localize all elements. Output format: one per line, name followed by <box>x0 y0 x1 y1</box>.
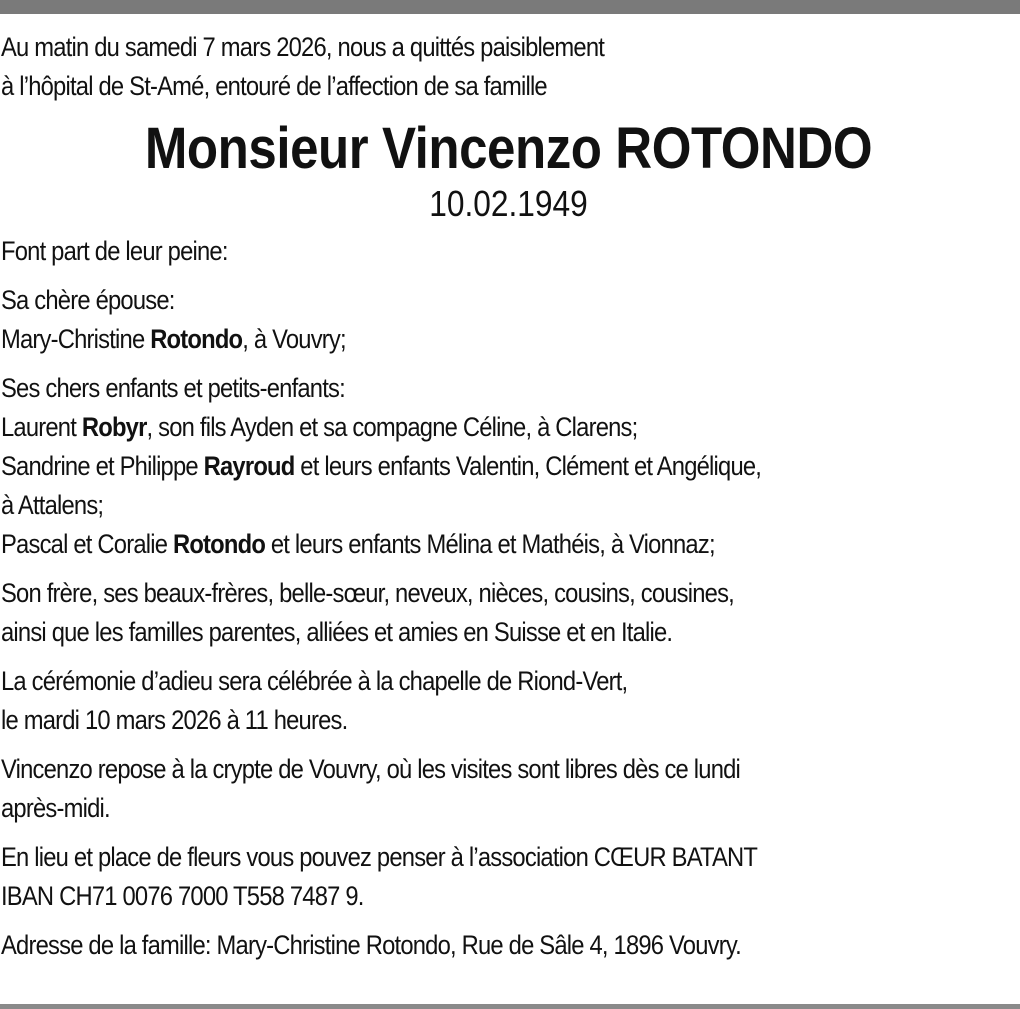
children-heading: Ses chers enfants et petits-enfants: <box>1 373 345 403</box>
birth-date: 10.02.1949 <box>429 183 588 224</box>
spouse-rest: , à Vouvry; <box>242 324 346 354</box>
child-entry-2-continuation: à Attalens; <box>1 490 104 520</box>
child-3-first: Pascal et Coralie <box>1 529 173 559</box>
child-1-first: Laurent <box>1 412 82 442</box>
intro-line-1: Au matin du samedi 7 mars 2026, nous a quittés paisiblement <box>1 32 605 62</box>
family-address: Adresse de la famille: Mary-Christine Rotondo, Rue de Sâle 4, 1896 Vouvry. <box>1 930 741 960</box>
bottom-divider <box>0 1004 1020 1009</box>
relatives-line-2: ainsi que les familles parentes, alliées et amies en Suisse et en Italie. <box>1 617 673 647</box>
visits-line-1: Vincenzo repose à la crypte de Vouvry, où les visites sont libres dès ce lundi <box>1 754 741 784</box>
child-1-rest: , son fils Ayden et sa compagne Céline, à Clarens; <box>146 412 638 442</box>
intro-line-2: à l’hôpital de St-Amé, entouré de l’affection de sa famille <box>1 71 547 101</box>
donation-line-2: IBAN CH71 0076 7000 T558 7487 9. <box>1 881 364 911</box>
child-1-surname: Robyr <box>81 412 147 442</box>
child-2-rest: et leurs enfants Valentin, Clément et Angélique, <box>294 451 762 481</box>
child-entry-3 <box>1 525 1013 564</box>
ceremony-line-1: La cérémonie d’adieu sera célébrée à la chapelle de Riond-Vert, <box>1 666 628 696</box>
child-entry-2 <box>1 447 1013 486</box>
spouse-first: Mary-Christine <box>1 324 151 354</box>
announce-line: Font part de leur peine: <box>1 236 228 266</box>
spouse-heading: Sa chère épouse: <box>1 285 175 315</box>
child-3-rest: et leurs enfants Mélina et Mathéis, à Vionnaz; <box>265 529 715 559</box>
ceremony-line-2: le mardi 10 mars 2026 à 11 heures. <box>1 705 348 735</box>
child-entry-1 <box>1 408 1013 447</box>
top-divider <box>0 0 1020 14</box>
donation-line-1: En lieu et place de fleurs vous pouvez penser à l’association CŒUR BATANT <box>1 842 758 872</box>
visits-line-2: après-midi. <box>1 793 110 823</box>
deceased-name: Monsieur Vincenzo ROTONDO <box>144 116 873 181</box>
spouse-surname: Rotondo <box>150 324 243 354</box>
child-3-surname: Rotondo <box>172 529 266 559</box>
child-2-surname: Rayroud <box>203 451 295 481</box>
relatives-line-1: Son frère, ses beaux-frères, belle-sœur, neveux, nièces, cousins, cousines, <box>1 578 734 608</box>
child-2-first: Sandrine et Philippe <box>1 451 204 481</box>
spouse-entry <box>1 320 1013 359</box>
obituary-notice <box>1 28 1016 965</box>
